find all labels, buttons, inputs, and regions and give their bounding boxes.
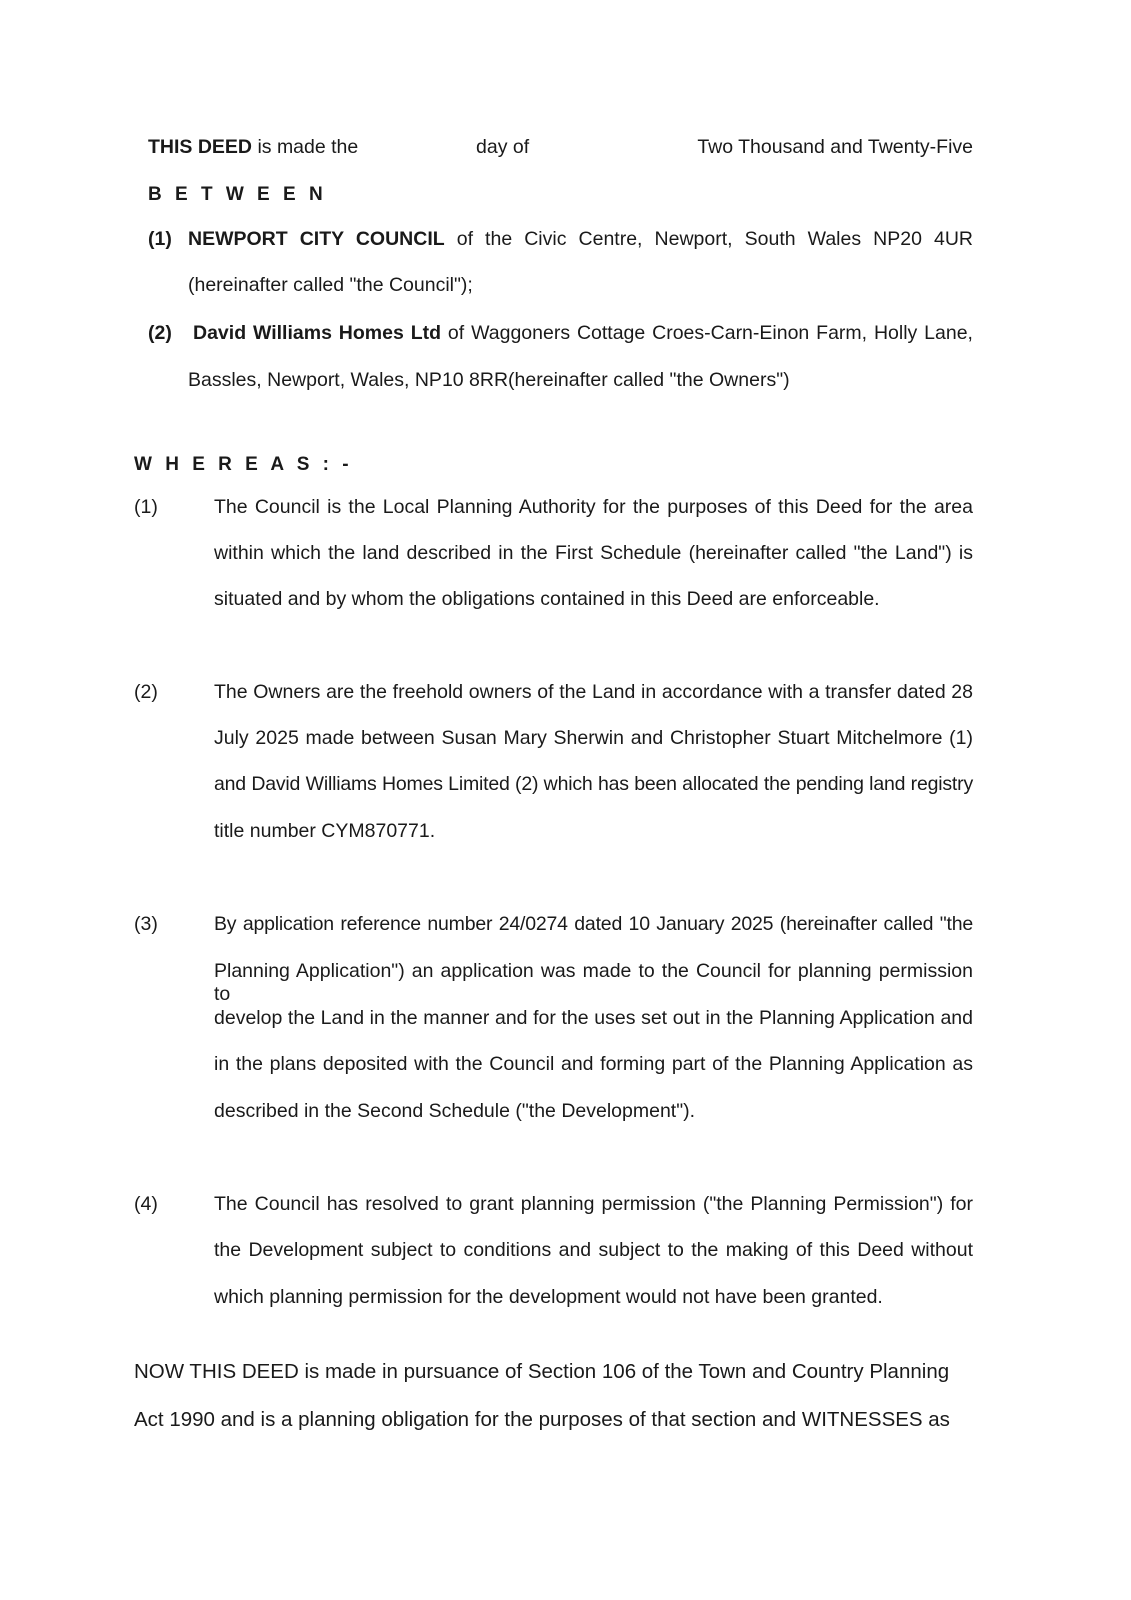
day-of-text: day of xyxy=(476,136,530,158)
recital-line: within which the land described in the First Schedule (hereinafter called "the Land") is xyxy=(214,542,973,564)
recital-line: The Council is the Local Planning Authority for the purposes of this Deed for the area xyxy=(214,496,973,518)
party-1-line-2: (hereinafter called "the Council"); xyxy=(188,274,473,296)
recital-number: (1) xyxy=(134,496,158,518)
party-2-line-2: Bassles, Newport, Wales, NP10 8RR(hereinafter called "the Owners") xyxy=(188,369,790,391)
recital-line: in the plans deposited with the Council and forming part of the Planning Application as xyxy=(214,1053,973,1075)
recital-number: (3) xyxy=(134,913,158,935)
recital-line: and David Williams Homes Limited (2) which has been allocated the pending land registry xyxy=(214,773,973,795)
recital-number: (4) xyxy=(134,1193,158,1215)
party-2-address: of Waggoners Cottage Croes-Carn-Einon Farm, Holly Lane, xyxy=(447,322,973,344)
recital-line: Planning Application") an application was made to the Council for planning permission to xyxy=(214,960,973,1005)
recital-line: By application reference number 24/0274 dated 10 January 2025 (hereinafter called "the xyxy=(214,913,973,935)
party-1-name: NEWPORT CITY COUNCIL xyxy=(188,228,445,250)
recital-number: (2) xyxy=(134,681,158,703)
party-2-name: David Williams Homes Ltd xyxy=(193,322,442,344)
party-2-line-1 xyxy=(193,322,973,345)
party-1-address: of the Civic Centre, Newport, South Wales NP20 4UR xyxy=(456,228,973,250)
whereas-heading: W H E R E A S : - xyxy=(134,454,353,475)
between-heading: B E T W E E N xyxy=(148,184,327,205)
recital-line: situated and by whom the obligations contained in this Deed are enforceable. xyxy=(214,588,880,610)
operative-line: Act 1990 and is a planning obligation for the purposes of that section and WITNESSES as xyxy=(134,1408,950,1431)
recital-line: described in the Second Schedule ("the Development"). xyxy=(214,1100,696,1122)
party-1-line-1 xyxy=(188,228,973,251)
party-number: (2) xyxy=(148,322,172,344)
recital-line: develop the Land in the manner and for the uses set out in the Planning Application and xyxy=(214,1007,973,1029)
recital-line: July 2025 made between Susan Mary Sherwin and Christopher Stuart Mitchelmore (1) xyxy=(214,727,973,749)
year-text: Two Thousand and Twenty-Five xyxy=(697,136,973,158)
recital-line: The Council has resolved to grant planning permission ("the Planning Permission") for xyxy=(214,1193,973,1215)
recital-line: the Development subject to conditions and subject to the making of this Deed without xyxy=(214,1239,973,1261)
recital-line: title number CYM870771. xyxy=(214,820,436,842)
this-deed-label: THIS DEED xyxy=(148,136,253,158)
recital-line: The Owners are the freehold owners of the Land in accordance with a transfer dated 28 xyxy=(214,681,973,703)
is-made-the-text: is made the xyxy=(257,136,359,158)
party-number: (1) xyxy=(148,228,172,250)
deed-opening xyxy=(148,136,358,159)
recital-line: which planning permission for the development would not have been granted. xyxy=(214,1286,883,1308)
operative-line: NOW THIS DEED is made in pursuance of Section 106 of the Town and Country Planning xyxy=(134,1360,950,1383)
